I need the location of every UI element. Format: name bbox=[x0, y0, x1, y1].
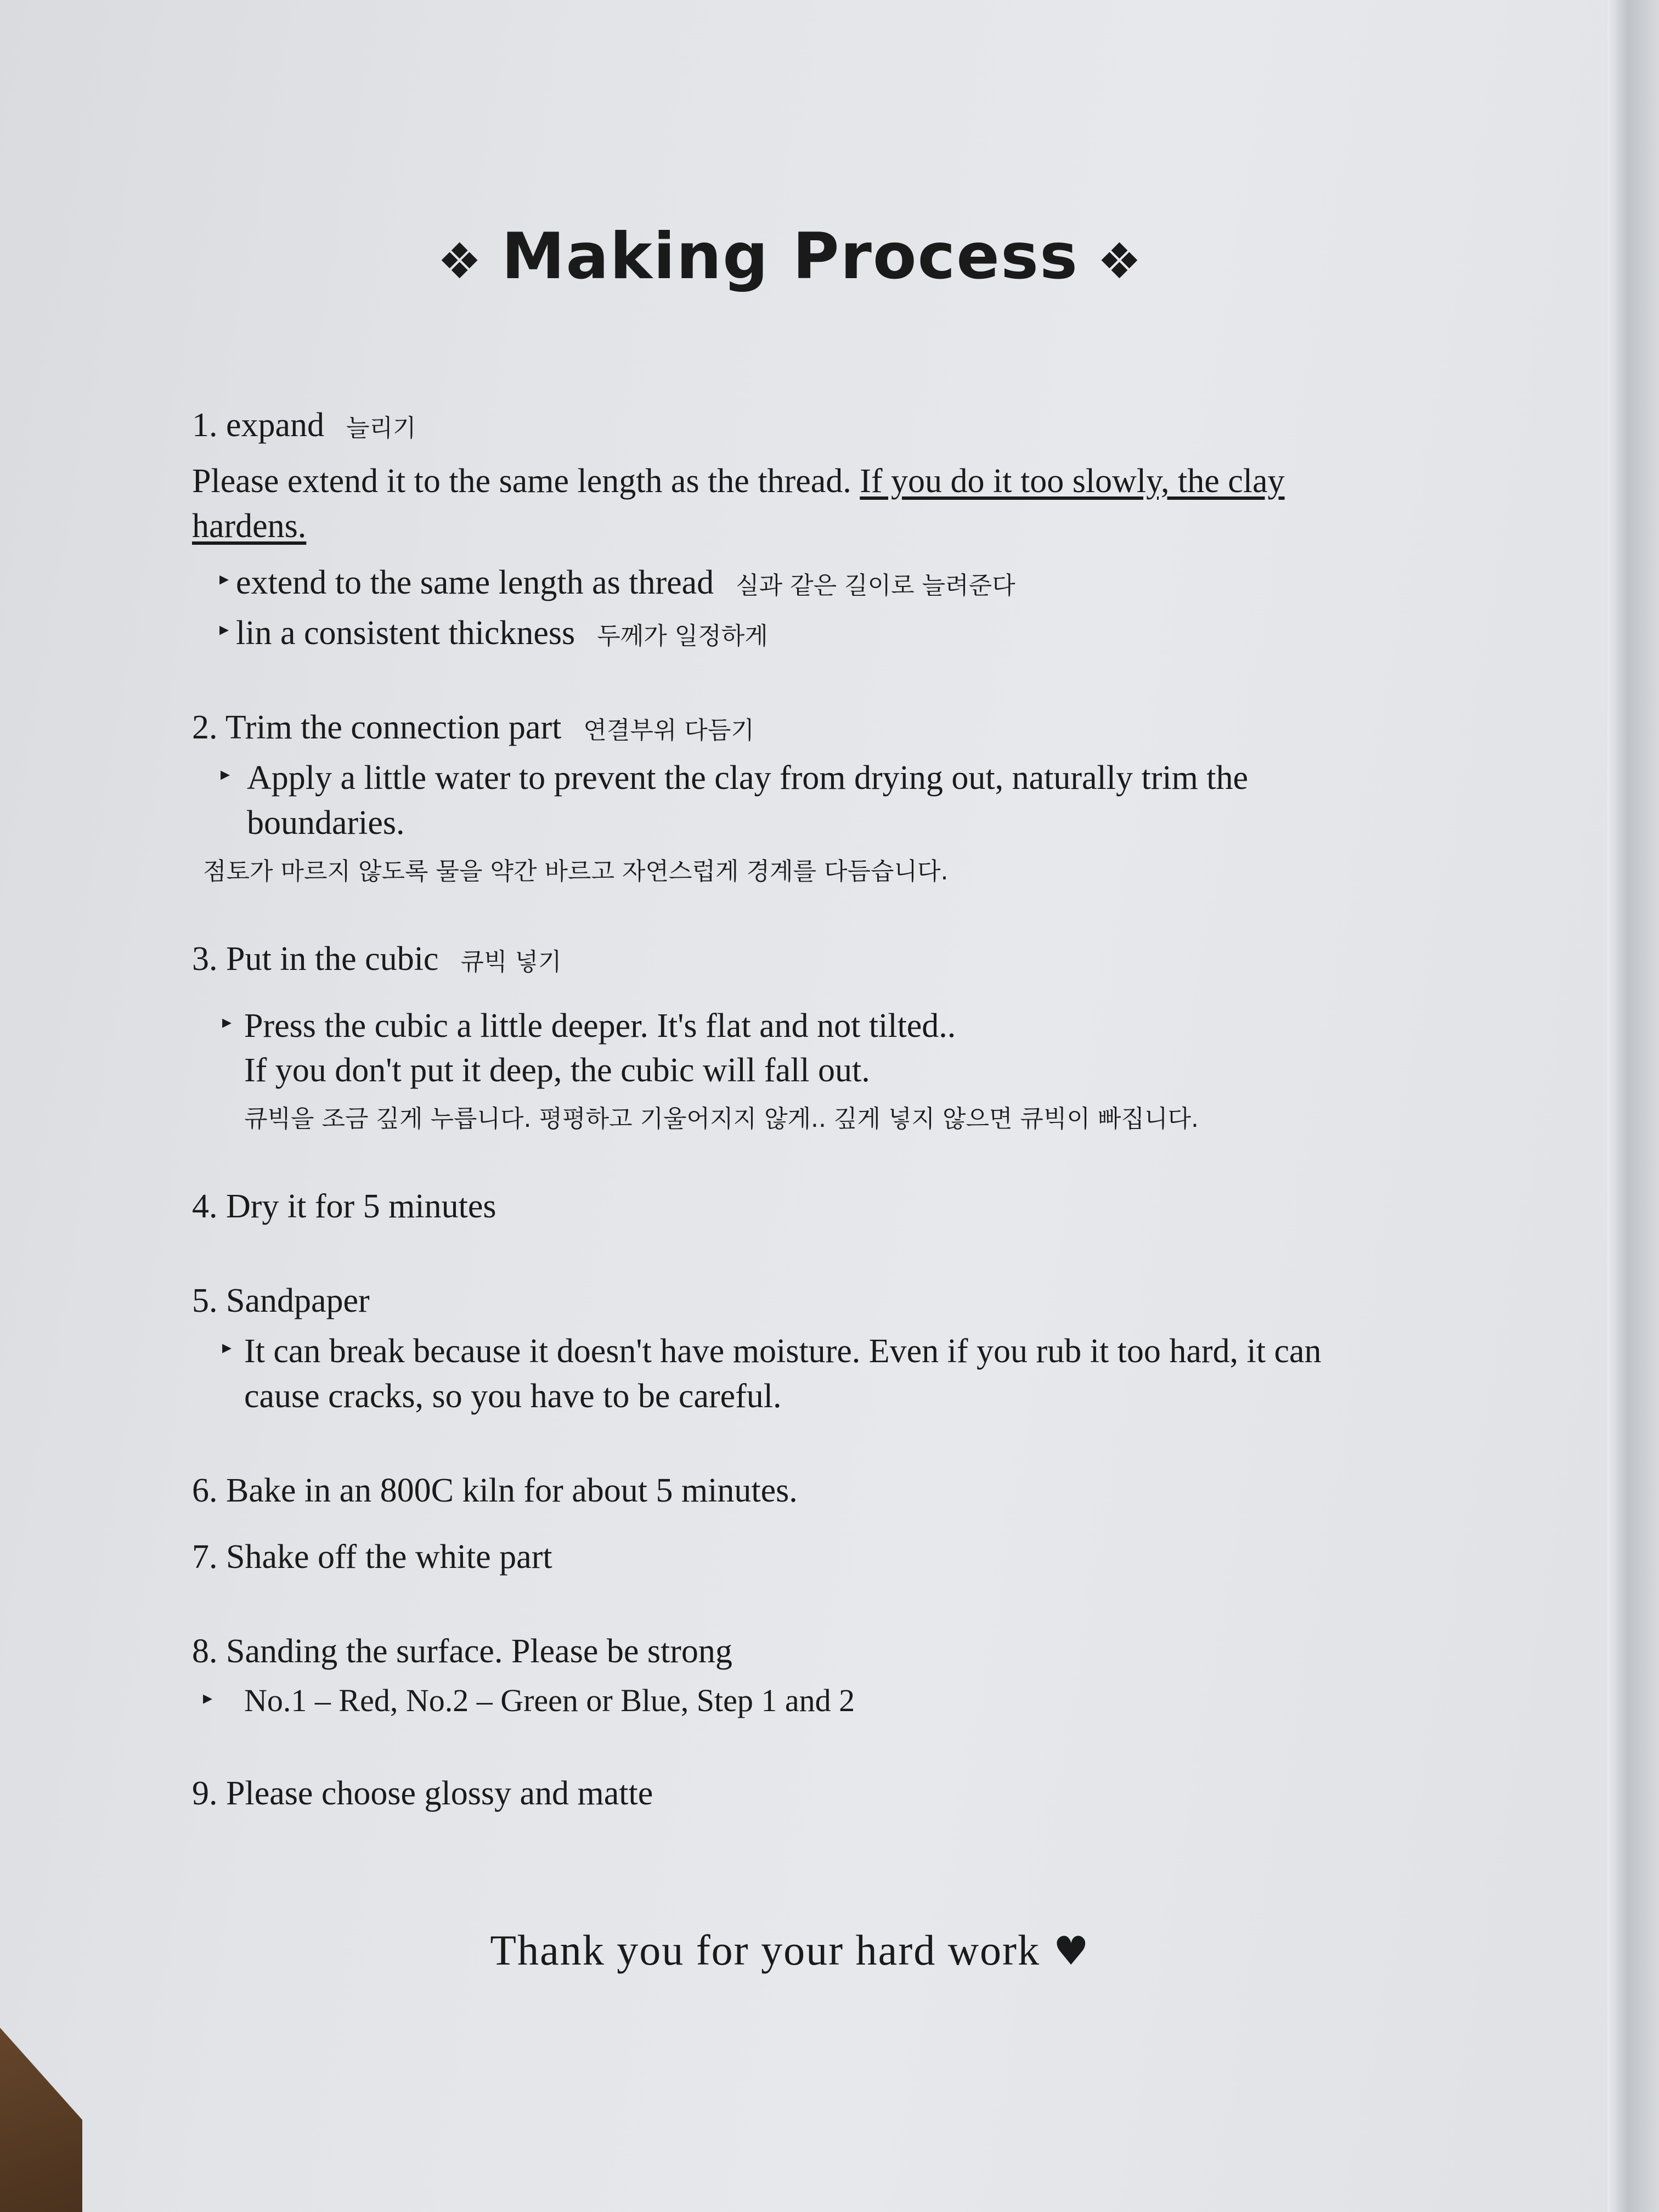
step-paragraph bbox=[192, 459, 1388, 549]
document-content bbox=[192, 219, 1388, 1975]
heart-icon: ♥ bbox=[1053, 1928, 1090, 1974]
bullet-item bbox=[192, 611, 1388, 656]
page-title bbox=[192, 219, 1388, 294]
bullet-text: It can break because it doesn't have moisture. Even if you rub it too hard, it can cause cracks, so you have to be careful. bbox=[244, 1332, 1322, 1415]
diamond-deco-icon: ❖ bbox=[1097, 233, 1143, 290]
paragraph-underlined-text: If you do it too slowly, the clay hardens. bbox=[192, 462, 1285, 545]
step-heading-korean: 큐빅 넣기 bbox=[460, 947, 562, 976]
bullet-arrow-icon: ▸ bbox=[203, 1688, 213, 1709]
step-heading-text: 7. Shake off the white part bbox=[192, 1538, 552, 1576]
step-5 bbox=[192, 1279, 1388, 1419]
bullet-arrow-icon: ▸ bbox=[222, 1012, 232, 1032]
korean-translation: 점토가 마르지 않도록 물을 약간 바르고 자연스럽게 경계를 다듬습니다. bbox=[203, 857, 949, 885]
step-heading bbox=[192, 937, 1388, 982]
bullet-item bbox=[192, 1329, 1388, 1419]
title-text: Making Process bbox=[501, 219, 1079, 294]
step-heading-text: 5. Sandpaper bbox=[192, 1282, 370, 1320]
step-9 bbox=[192, 1771, 1388, 1816]
step-heading bbox=[192, 403, 1388, 448]
step-heading-text: 3. Put in the cubic bbox=[192, 940, 439, 978]
step-8 bbox=[192, 1629, 1388, 1722]
diamond-deco-icon: ❖ bbox=[437, 233, 483, 290]
thank-you-text: Thank you for your hard work bbox=[490, 1926, 1041, 1974]
step-3 bbox=[192, 937, 1388, 1136]
bullet-text: lin a consistent thickness bbox=[236, 614, 575, 652]
korean-translation: 큐빅을 조금 깊게 누릅니다. 평평하고 기울어지지 않게.. 깊게 넣지 않으면 큐빅이 빠집니다. bbox=[244, 1105, 1199, 1133]
step-6 bbox=[192, 1469, 1388, 1514]
bullet-text: No.1 – Red, No.2 – Green or Blue, Step 1 and 2 bbox=[244, 1683, 855, 1719]
step-heading-korean: 늘리기 bbox=[346, 414, 416, 442]
bullet-korean: 실과 같은 길이로 늘려준다 bbox=[736, 572, 1015, 600]
bullet-item bbox=[192, 1680, 1388, 1722]
step-heading bbox=[192, 706, 1388, 751]
bullet-text: extend to the same length as thread bbox=[236, 564, 714, 602]
step-heading-text: 6. Bake in an 800C kiln for about 5 minutes. bbox=[192, 1471, 798, 1509]
plastic-sleeve-edge bbox=[1607, 0, 1659, 2212]
step-heading-text: 8. Sanding the surface. Please be strong bbox=[192, 1633, 732, 1671]
thank-you-message bbox=[192, 1926, 1388, 1975]
step-heading-text: 1. expand bbox=[192, 407, 325, 444]
bullet-arrow-icon: ▸ bbox=[219, 569, 229, 590]
bullet-korean: 두께가 일정하게 bbox=[597, 622, 768, 651]
bullet-text: If you don't put it deep, the cubic will fall out. bbox=[244, 1052, 870, 1090]
step-4 bbox=[192, 1184, 1388, 1229]
step-7 bbox=[192, 1535, 1388, 1580]
step-heading-korean: 연결부위 다듬기 bbox=[583, 716, 754, 745]
bullet-text: Press the cubic a little deeper. It's flat and not tilted.. bbox=[244, 1007, 956, 1045]
step-2 bbox=[192, 706, 1388, 888]
bullet-item bbox=[192, 1004, 1388, 1094]
bullet-text: Apply a little water to prevent the clay from drying out, naturally trim the boundaries. bbox=[247, 759, 1249, 842]
bullet-item bbox=[192, 756, 1388, 846]
paragraph-text: Please extend it to the same length as the thread. bbox=[192, 462, 851, 500]
bullet-arrow-icon: ▸ bbox=[219, 619, 229, 640]
step-1 bbox=[192, 403, 1388, 656]
step-heading-text: 4. Dry it for 5 minutes bbox=[192, 1188, 496, 1226]
bullet-arrow-icon: ▸ bbox=[222, 1337, 232, 1358]
bullet-item bbox=[192, 561, 1388, 606]
step-heading-text: 2. Trim the connection part bbox=[192, 709, 562, 747]
step-heading-text: 9. Please choose glossy and matte bbox=[192, 1774, 653, 1812]
bullet-arrow-icon: ▸ bbox=[221, 764, 230, 785]
